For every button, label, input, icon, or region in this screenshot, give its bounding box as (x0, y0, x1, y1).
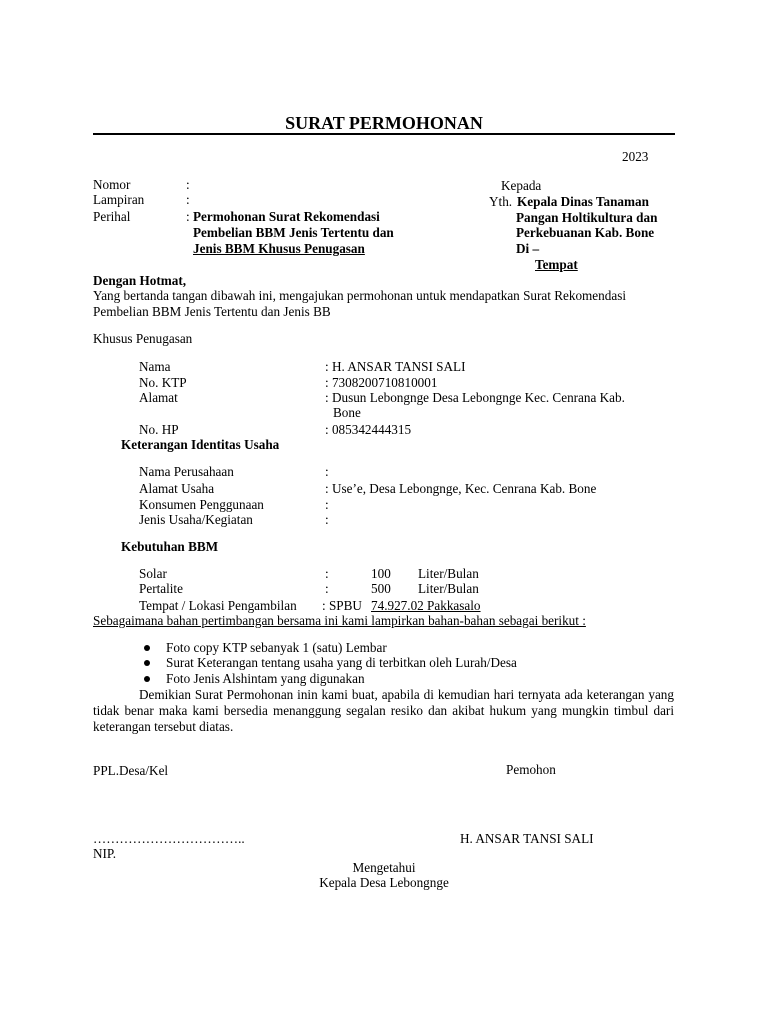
nip-label: NIP. (93, 846, 117, 861)
konsumen-value: : (325, 497, 329, 512)
bullet-icon (144, 645, 150, 651)
ktp-value: : 7308200710810001 (325, 375, 438, 390)
recipient-kepada: Kepada (501, 178, 542, 193)
recipient-line-1: Kepala Dinas Tanaman (517, 194, 649, 209)
bullet-icon (144, 660, 150, 666)
kepala-desa: Kepala Desa Lebongnge (319, 875, 449, 890)
usaha-heading: Keterangan Identitas Usaha (121, 437, 280, 452)
pemohon-title: Pemohon (506, 762, 556, 777)
lokasi-label: Tempat / Lokasi Pengambilan (139, 598, 297, 613)
ppl-title: PPL.Desa/Kel (93, 763, 169, 778)
solar-label: Solar (139, 566, 167, 581)
perusahaan-label: Nama Perusahaan (139, 464, 234, 479)
perihal-label: Perihal (93, 209, 131, 224)
alamat-usaha-label: Alamat Usaha (139, 481, 215, 496)
hp-value: : 085342444315 (325, 422, 412, 437)
khusus-penugasan: Khusus Penugasan (93, 331, 193, 346)
nomor-colon: : (186, 177, 190, 192)
lampiran-colon: : (186, 192, 190, 207)
mengetahui: Mengetahui (352, 860, 416, 875)
perusahaan-value: : (325, 464, 329, 479)
pertalite-value: 500 (371, 581, 391, 596)
solar-value: 100 (371, 566, 391, 581)
attachment-item-3: Foto Jenis Alshintam yang digunakan (166, 671, 365, 686)
nama-value: : H. ANSAR TANSI SALI (325, 359, 466, 374)
perihal-line-2: Pembelian BBM Jenis Tertentu dan (193, 225, 394, 240)
lokasi-value: 74.927.02 Pakkasalo (371, 598, 481, 613)
ktp-label: No. KTP (139, 375, 187, 390)
alamat-value-2: Bone (333, 405, 361, 420)
attachment-item-1: Foto copy KTP sebanyak 1 (satu) Lembar (166, 640, 387, 655)
pertalite-label: Pertalite (139, 581, 183, 596)
attachment-item-2: Surat Keterangan tentang usaha yang di terbitkan oleh Lurah/Desa (166, 655, 517, 670)
alamat-label: Alamat (139, 390, 178, 405)
alamat-value-1: : Dusun Lebongnge Desa Lebongnge Kec. Cenrana Kab. (325, 390, 625, 405)
bullet-icon (144, 676, 150, 682)
lokasi-prefix: : SPBU (322, 598, 362, 613)
pemohon-name: H. ANSAR TANSI SALI (460, 831, 594, 846)
recipient-line-3: Perkebuanan Kab. Bone (516, 225, 655, 240)
salutation: Dengan Hotmat, (93, 273, 187, 288)
recipient-line-2: Pangan Holtikultura dan (516, 210, 658, 225)
letter-year: 2023 (622, 149, 649, 164)
pertalite-unit: Liter/Bulan (418, 581, 479, 596)
attachments-intro: Sebagaimana bahan pertimbangan bersama ini kami lampirkan bahan-bahan sebagai berikut : (93, 613, 586, 628)
solar-unit: Liter/Bulan (418, 566, 479, 581)
closing-paragraph: Demikian Surat Permohonan inin kami buat, apabila di kemudian hari ternyata ada keterangan yang tidak benar maka kami bersedia menanggung segalan resiko dan akibat hukum yang mungkin timbul dari keterangan tersebut diatas. (93, 687, 674, 734)
konsumen-label: Konsumen Penggunaan (139, 497, 264, 512)
letter-title: SURAT PERMOHONAN (285, 113, 483, 133)
perihal-colon: : (186, 209, 190, 224)
hp-label: No. HP (139, 422, 179, 437)
pertalite-colon: : (325, 581, 329, 596)
title-divider (93, 133, 675, 135)
alamat-usaha-value: : Use’e, Desa Lebongnge, Kec. Cenrana Kab. Bone (325, 481, 597, 496)
solar-colon: : (325, 566, 329, 581)
perihal-line-3: Jenis BBM Khusus Penugasan (193, 241, 365, 256)
jenis-usaha-value: : (325, 512, 329, 527)
nama-label: Nama (139, 359, 171, 374)
recipient-tempat: Tempat (535, 257, 578, 272)
jenis-usaha-label: Jenis Usaha/Kegiatan (139, 512, 253, 527)
recipient-line-4: Di – (516, 241, 540, 256)
nomor-label: Nomor (93, 177, 131, 192)
ppl-signature-line: …………………………….. (93, 831, 245, 846)
lampiran-label: Lampiran (93, 192, 145, 207)
intro-paragraph: Yang bertanda tangan dibawah ini, mengajukan permohonan untuk mendapatkan Surat Rekomendasi Pembelian BBM Jenis Tertentu dan Jenis BB (93, 288, 626, 319)
bbm-heading: Kebutuhan BBM (121, 539, 219, 554)
perihal-line-1: Permohonan Surat Rekomendasi (193, 209, 380, 224)
recipient-yth: Yth. (489, 194, 513, 209)
